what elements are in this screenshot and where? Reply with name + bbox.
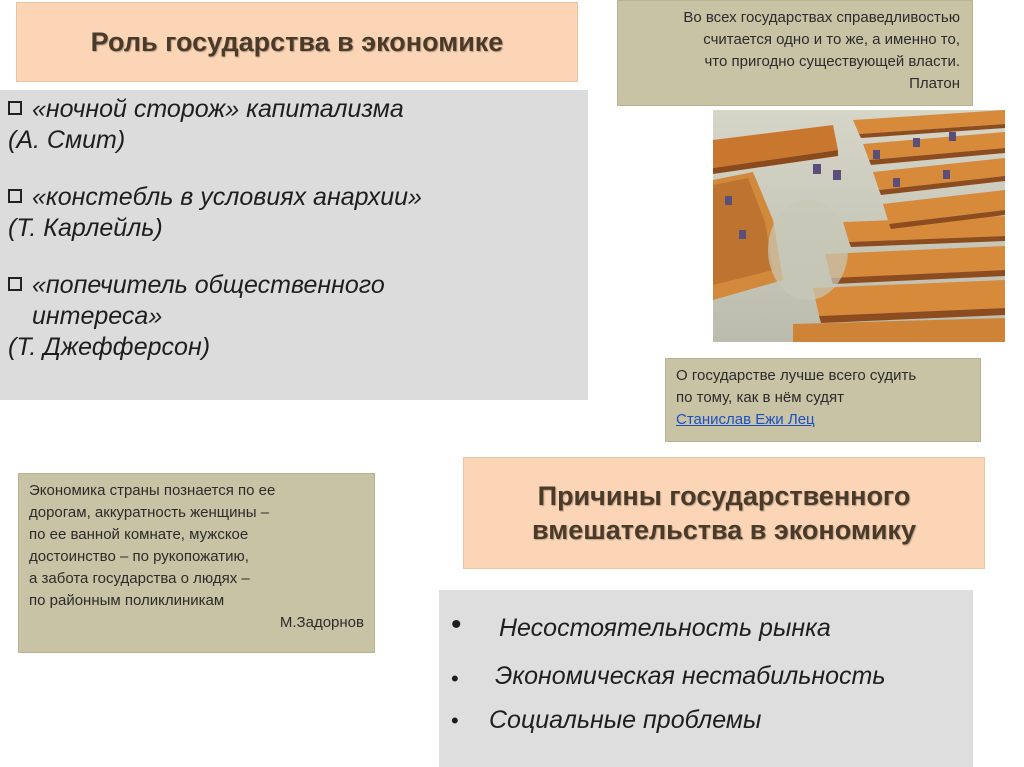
reason-item: Экономическая нестабильность (495, 662, 886, 690)
role-name: «констебль в условиях анархии» (32, 183, 422, 211)
role-item-smith (8, 94, 588, 156)
quote-author-link[interactable]: Станислав Ежи Лец (676, 411, 815, 428)
quote-line: по тому, как в нём судят (676, 389, 844, 406)
role-item-carlyle (8, 182, 588, 244)
quote-line: по районным поликлиникам (29, 592, 225, 609)
title-reasons-line: Причины государственного (537, 481, 911, 511)
role-name-line: интереса» (32, 302, 163, 330)
role-name-line: «попечитель общественного (32, 271, 385, 299)
role-author: (Т. Карлейль) (8, 214, 163, 242)
role-item-jefferson (8, 270, 588, 363)
title-role-of-state-text: Роль государства в экономике (90, 26, 504, 57)
checkbox-bullet-icon (8, 189, 22, 203)
title-reasons-line: вмешательства в экономику (532, 515, 916, 545)
quote-line: О государстве лучше всего судить (676, 367, 917, 384)
quote-lets (665, 358, 981, 442)
quote-author: М.Задорнов (279, 614, 364, 631)
role-name (32, 270, 385, 332)
quote-zadornov (18, 473, 375, 653)
quote-line: Экономика страны познается по ее (29, 482, 276, 499)
role-name: «ночной сторож» капитализма (32, 95, 404, 123)
title-reasons (463, 457, 985, 569)
quote-line: что пригодно существующей власти. (704, 53, 960, 70)
role-author: (Т. Джефферсон) (8, 333, 211, 361)
reason-item: Социальные проблемы (489, 706, 762, 734)
quote-line: а забота государства о людях – (29, 570, 250, 587)
quote-line: дорогам, аккуратность женщины – (29, 504, 270, 521)
reason-item: Несостоятельность рынка (499, 614, 831, 642)
quote-line: по ее ванной комнате, мужское (29, 526, 249, 543)
parliament-hall-image (713, 110, 1005, 342)
parliament-photo (713, 110, 1005, 342)
quote-line: Во всех государствах справедливостью (683, 9, 960, 26)
quote-line: считается одно и то же, а именно то, (703, 31, 960, 48)
bullet-icon: • (451, 708, 459, 733)
checkbox-bullet-icon (8, 101, 22, 115)
reasons-list (439, 590, 973, 767)
bullet-icon: • (451, 666, 459, 691)
checkbox-bullet-icon (8, 277, 22, 291)
title-role-of-state (16, 2, 578, 82)
quote-author: Платон (909, 75, 960, 92)
roles-list (0, 90, 588, 400)
title-reasons-text (532, 479, 916, 547)
quote-line: достоинство – по рукопожатию, (29, 548, 249, 565)
role-author: (А. Смит) (8, 126, 126, 154)
bullet-icon: • (451, 608, 462, 641)
quote-platon (617, 0, 973, 106)
